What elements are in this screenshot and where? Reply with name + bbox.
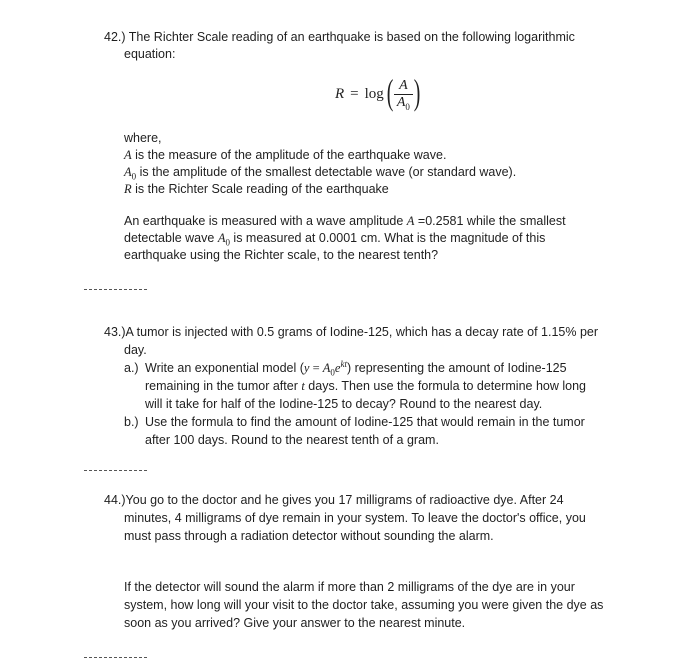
- q44-line1: [104, 491, 564, 509]
- where-label: where,: [124, 131, 162, 145]
- q43-part-a-line2: remaining in the tumor after t days. Then use the formula to determine how long: [145, 379, 586, 393]
- q42-intro-line2: equation:: [124, 47, 176, 61]
- q44-line2: minutes, 4 milligrams of dye remain in your system. To leave the doctor's office, you: [124, 511, 586, 525]
- q44-p2-line3: soon as you arrived? Give your answer to the nearest minute.: [124, 616, 466, 630]
- def-amplitude: A is the measure of the amplitude of the earthquake wave.: [124, 148, 447, 162]
- right-paren: ): [413, 72, 421, 112]
- q43-part-a-line3: will it take for half of the Iodine-125 to decay? Round to the nearest day.: [145, 397, 543, 411]
- q43-intro-line2: day.: [124, 343, 147, 357]
- q43-intro-text: A tumor is injected with 0.5 grams of Iodine-125, which has a decay rate of 1.15% per: [125, 325, 599, 339]
- q43-part-a-line1: Write an exponential model $(y = A_0e^{kt})$ representing the amount of Iodine-125: [145, 358, 567, 378]
- equation-log: log: [364, 86, 384, 102]
- divider-2: [84, 470, 147, 471]
- q42-number: 42.): [104, 30, 126, 44]
- q43-part-a-label: a.): [124, 361, 139, 375]
- equation-lhs: R: [335, 86, 345, 102]
- divider-3: [84, 657, 147, 658]
- q43-part-b-label: b.): [124, 415, 139, 429]
- equation-equals: =: [350, 86, 359, 102]
- q42-problem-line2: detectable wave $A_0$ is measured at 0.0001 cm. What is the magnitude of this: [124, 231, 546, 248]
- q44-text: You go to the doctor and he gives you 17 milligrams of radioactive dye. After 24: [125, 493, 564, 507]
- richter-equation: [335, 72, 423, 116]
- q43-part-b-line2: after 100 days. Round to the nearest tenth of a gram.: [145, 433, 439, 447]
- q43-intro-line1: [104, 323, 598, 341]
- q43-part-b-line1: Use the formula to find the amount of Iodine-125 that would remain in the tumor: [145, 415, 585, 429]
- q44-number: 44.): [104, 493, 126, 507]
- q44-line3: must pass through a radiation detector without sounding the alarm.: [124, 529, 494, 543]
- q44-p2-line2: system, how long will your visit to the doctor take, assuming you were given the dye as: [124, 598, 604, 612]
- left-paren: (: [386, 72, 394, 112]
- q42-problem-line3: earthquake using the Richter scale, to the nearest tenth?: [124, 248, 439, 262]
- q42-problem-line1: An earthquake is measured with a wave amplitude A =0.2581 while the smallest: [124, 214, 566, 228]
- q44-p2-line1: If the detector will sound the alarm if more than 2 milligrams of the dye are in your: [124, 580, 575, 594]
- q42-intro-text: The Richter Scale reading of an earthquake is based on the following logarithmic: [128, 30, 575, 44]
- def-richter-reading: R is the Richter Scale reading of the earthquake: [124, 182, 389, 196]
- equation-fraction: [394, 78, 413, 111]
- q43-number: 43.): [104, 325, 126, 339]
- def-standard-amplitude: $A_0$ is the amplitude of the smallest detectable wave (or standard wave).: [124, 165, 517, 182]
- fraction-denominator: $A_0$: [396, 94, 410, 112]
- fraction-numerator: A: [399, 77, 408, 93]
- q42-intro-line1: [104, 28, 575, 46]
- divider-1: [84, 289, 147, 290]
